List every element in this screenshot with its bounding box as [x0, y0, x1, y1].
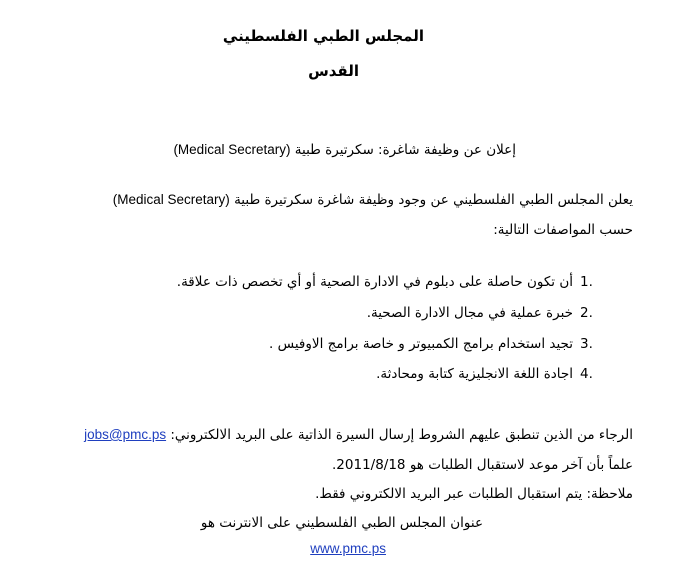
application-line-1: [84, 427, 633, 443]
website-line: [310, 541, 386, 557]
list-item-number: 3.: [580, 336, 593, 352]
website-link[interactable]: www.pmc.ps: [310, 541, 386, 556]
org-name: المجلس الطبي الفلسطيني: [222, 27, 424, 45]
list-item-text: تجيد استخدام برامج الكمبيوتر و خاصة برامج الاوفيس .: [269, 336, 573, 352]
announcement-title: [173, 142, 516, 158]
list-item-number: 2.: [580, 305, 593, 321]
deadline-line: علماً بأن آخر موعد لاستقبال الطلبات هو 2011/8/18.: [332, 457, 633, 473]
announcement-title-en: (Medical Secretary): [173, 142, 291, 157]
announcement-title-ar: إعلان عن وظيفة شاغرة: سكرتيرة طبية: [294, 142, 516, 158]
application-line-1-ar: الرجاء من الذين تنطبق عليهم الشروط إرسال السيرة الذاتية على البريد الالكتروني:: [170, 427, 633, 443]
email-link[interactable]: jobs@pmc.ps: [84, 427, 167, 442]
note-line: ملاحظة: يتم استقبال الطلبات عبر البريد الالكتروني فقط.: [315, 486, 633, 502]
intro-line-1-ar: يعلن المجلس الطبي الفلسطيني عن وجود وظيفة شاغرة سكرتيرة طبية: [234, 192, 633, 208]
intro-line-1-en: (Medical Secretary): [112, 192, 230, 207]
intro-line-1: [113, 192, 633, 208]
website-label: عنوان المجلس الطبي الفلسطيني على الانترنت هو: [200, 515, 483, 531]
city-name: القدس: [308, 62, 359, 80]
list-item-text: أن تكون حاصلة على دبلوم في الادارة الصحية أو أي تخصص ذات علاقة.: [176, 274, 573, 290]
list-item-text: خبرة عملية في مجال الادارة الصحية.: [366, 305, 573, 321]
intro-line-2: حسب المواصفات التالية:: [493, 222, 633, 238]
list-item-number: 4.: [580, 366, 593, 382]
list-item-number: 1.: [580, 274, 593, 290]
list-item-text: اجادة اللغة الانجليزية كتابة ومحادثة.: [376, 366, 573, 382]
